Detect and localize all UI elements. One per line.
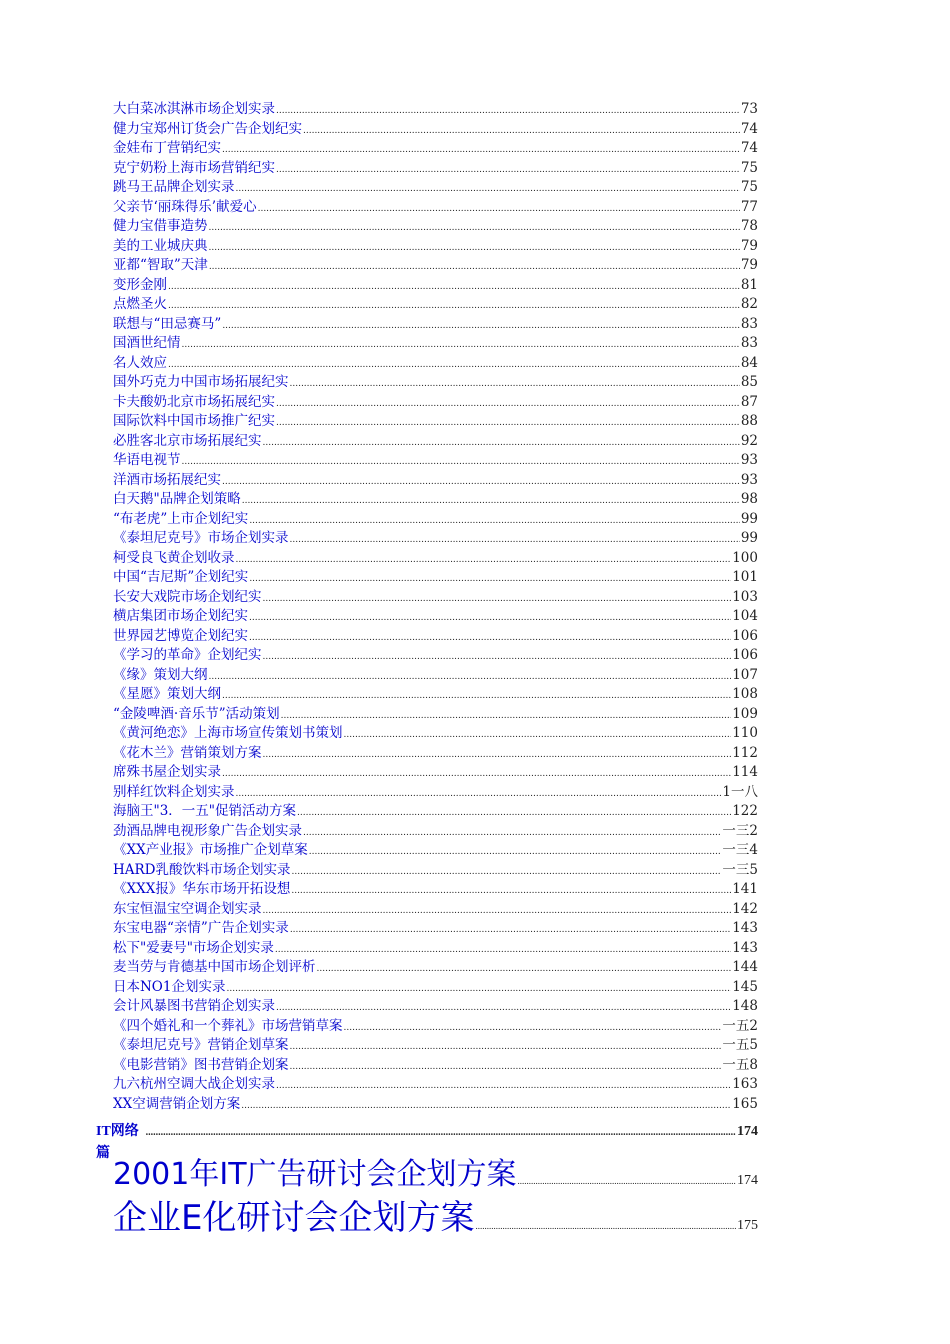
- toc-entry[interactable]: [113, 100, 758, 120]
- dot-leader: [242, 492, 740, 512]
- toc-entry-page: 106: [732, 627, 758, 644]
- toc-entry-title: 《泰坦尼克号》营销企划草案: [113, 1037, 289, 1053]
- toc-entry-page: 143: [732, 920, 758, 936]
- toc-entry-title: 劲酒品牌电视形象广告企划实录: [113, 822, 302, 839]
- dot-leader: [290, 921, 731, 941]
- dot-leader: [222, 687, 731, 707]
- toc-entry[interactable]: [113, 198, 758, 218]
- dot-leader: [281, 707, 732, 727]
- toc-entry-page: 1一八: [722, 783, 758, 800]
- dot-leader: [209, 239, 740, 259]
- toc-list: [113, 100, 758, 1114]
- dot-leader: [290, 1038, 722, 1058]
- dot-leader: [276, 999, 731, 1019]
- toc-entry-page: 一五5: [722, 1037, 758, 1053]
- dot-leader: [303, 824, 721, 844]
- large-entry-title: 2001年IT广告研讨会企划方案: [113, 1157, 517, 1192]
- toc-entry-page: 104: [732, 608, 758, 624]
- toc-entry[interactable]: [113, 139, 758, 159]
- dot-leader: [236, 551, 732, 571]
- toc-entry[interactable]: [113, 256, 758, 276]
- dot-leader: [168, 297, 740, 317]
- large-entry-title: 企业E化研讨会企划方案: [113, 1198, 475, 1238]
- toc-entry[interactable]: [113, 1056, 758, 1076]
- toc-entry[interactable]: [113, 373, 758, 393]
- toc-entry[interactable]: [113, 159, 758, 179]
- toc-entry[interactable]: [113, 841, 758, 861]
- toc-entry-title: 《电影营销》图书营销企划案: [113, 1056, 289, 1073]
- toc-entry-page: 99: [740, 510, 758, 527]
- toc-entry[interactable]: [113, 120, 758, 140]
- toc-entry-title: 金娃布丁营销纪实: [113, 140, 221, 156]
- dot-leader: [317, 960, 732, 980]
- toc-entry-title: 九六杭州空调大战企划实录: [113, 1076, 275, 1092]
- toc-entry-title: 点燃圣火: [113, 296, 167, 312]
- toc-entry-page: 109: [732, 705, 758, 722]
- toc-entry[interactable]: [113, 1095, 758, 1115]
- toc-entry[interactable]: [113, 705, 758, 725]
- dot-leader: [344, 726, 732, 746]
- toc-entry[interactable]: [113, 276, 758, 296]
- toc-entry-page: 87: [740, 393, 758, 410]
- dot-leader: [276, 161, 740, 181]
- toc-entry-page: 165: [732, 1095, 758, 1112]
- toc-entry[interactable]: [113, 178, 758, 198]
- toc-entry-title: 《泰坦尼克号》市场企划实录: [113, 530, 289, 546]
- toc-entry-page: 103: [732, 588, 758, 605]
- toc-entry-title: 白天鹅"品牌企划策略: [113, 491, 241, 507]
- toc-entry[interactable]: [113, 217, 758, 237]
- dot-leader: [309, 843, 722, 863]
- toc-entry[interactable]: [113, 412, 758, 432]
- dot-leader: [276, 1077, 731, 1097]
- toc-entry-title: 必胜客北京市场拓展纪实: [113, 432, 262, 449]
- toc-entry-title: 克宁奶粉上海市场营销纪实: [113, 159, 275, 176]
- toc-entry[interactable]: [113, 1017, 758, 1037]
- toc-entry-page: 一五8: [722, 1056, 758, 1073]
- dot-leader: [258, 200, 740, 220]
- toc-entry[interactable]: [113, 568, 758, 588]
- toc-entry-title: 会计风暴图书营销企划实录: [113, 998, 275, 1014]
- toc-entry-page: 101: [732, 569, 758, 585]
- toc-entry-title: 国酒世纪情: [113, 335, 181, 351]
- toc-entry-title: 日本NO1企划实录: [113, 978, 226, 995]
- toc-entry-page: 141: [732, 881, 758, 897]
- toc-entry-title: 大白菜冰淇淋市场企划实录: [113, 101, 275, 117]
- toc-large-entry[interactable]: [113, 1192, 758, 1244]
- dot-leader: [263, 648, 732, 668]
- toc-entry-title: 中国“吉尼斯”企划纪实: [113, 569, 249, 585]
- toc-entry-title: 长安大戏院市场企划纪实: [113, 588, 262, 605]
- dot-leader: [344, 1019, 722, 1039]
- toc-entry[interactable]: [113, 334, 758, 354]
- toc-entry-title: 健力宝借事造势: [113, 218, 208, 234]
- dot-leader: [209, 668, 732, 688]
- toc-entry-page: 92: [740, 432, 758, 449]
- toc-entry-page: 114: [732, 764, 758, 780]
- dot-leader: [182, 453, 740, 473]
- toc-entry-page: 74: [740, 140, 758, 156]
- toc-entry-page: 85: [740, 374, 758, 390]
- toc-entry-title: 美的工业城庆典: [113, 237, 208, 254]
- toc-entry-page: 84: [740, 354, 758, 371]
- toc-entry[interactable]: [113, 763, 758, 783]
- dot-leader: [249, 512, 740, 532]
- toc-entry-page: 144: [732, 959, 758, 975]
- toc-entry[interactable]: [113, 432, 758, 452]
- toc-entry-title: 东宝电器“亲情”广告企划实录: [113, 920, 289, 936]
- toc-entry-page: 78: [740, 218, 758, 234]
- dot-leader: [276, 395, 740, 415]
- toc-entry-title: 《花木兰》营销策划方案: [113, 744, 262, 761]
- toc-entry-page: 81: [740, 276, 758, 293]
- toc-entry-title: 华语电视节: [113, 452, 181, 468]
- dot-leader: [276, 102, 740, 122]
- toc-entry[interactable]: [113, 724, 758, 744]
- toc-entry[interactable]: [113, 607, 758, 627]
- toc-entry-page: 122: [732, 803, 758, 819]
- toc-entry-page: 一三4: [722, 842, 758, 858]
- large-entry-page: 174: [737, 1173, 758, 1188]
- toc-entry-page: 77: [740, 198, 758, 215]
- toc-entry-page: 74: [740, 120, 758, 137]
- toc-entry-title: 《XX产业报》市场推广企划草案: [113, 842, 308, 858]
- toc-entry-page: 142: [732, 900, 758, 917]
- toc-entry[interactable]: [113, 978, 758, 998]
- toc-entry[interactable]: [113, 880, 758, 900]
- toc-entry-title: 世界园艺博览企划纪实: [113, 627, 248, 644]
- dot-leader: [290, 531, 740, 551]
- dot-leader: [275, 941, 731, 961]
- toc-entry[interactable]: [113, 315, 758, 335]
- toc-entry-page: 143: [732, 939, 758, 956]
- toc-entry-page: 163: [732, 1076, 758, 1092]
- toc-entry-title: 名人效应: [113, 354, 167, 371]
- toc-entry-title: 卡夫酸奶北京市场拓展纪实: [113, 393, 275, 410]
- toc-entry-title: 《四个婚礼和一个葬礼》市场营销草案: [113, 1017, 343, 1034]
- dot-leader: [222, 141, 740, 161]
- toc-entry-page: 75: [740, 179, 758, 195]
- toc-entry[interactable]: [113, 1036, 758, 1056]
- toc-entry[interactable]: [113, 588, 758, 608]
- dot-leader: [290, 1058, 722, 1078]
- toc-entry-page: 108: [732, 686, 758, 702]
- toc-entry[interactable]: [113, 900, 758, 920]
- toc-entry-page: 98: [740, 491, 758, 507]
- dot-leader: [263, 590, 732, 610]
- toc-entry-title: 横店集团市场企划纪实: [113, 608, 248, 624]
- toc-entry[interactable]: [113, 861, 758, 881]
- dot-leader: [168, 278, 740, 298]
- toc-entry[interactable]: [113, 451, 758, 471]
- dot-leader: [226, 980, 731, 1000]
- toc-entry[interactable]: [113, 919, 758, 939]
- toc-entry-title: HARD乳酸饮料市场企划实录: [113, 861, 291, 878]
- toc-entry-title: 麦当劳与肯德基中国市场企划评析: [113, 959, 316, 975]
- toc-entry[interactable]: [113, 627, 758, 647]
- dot-leader: [209, 219, 740, 239]
- toc-entry[interactable]: [113, 295, 758, 315]
- dot-leader: [249, 570, 731, 590]
- toc-entry-page: 110: [732, 725, 758, 741]
- toc-entry[interactable]: [113, 237, 758, 257]
- toc-entry-page: 88: [740, 413, 758, 429]
- dot-leader: [236, 180, 740, 200]
- dot-leader: [303, 122, 740, 142]
- toc-entry-title: 洋酒市场拓展纪实: [113, 471, 221, 488]
- toc-entry-title: 亚都“智取”天津: [113, 257, 208, 273]
- toc-entry-page: 73: [740, 101, 758, 117]
- toc-entry-page: 148: [732, 998, 758, 1014]
- toc-entry[interactable]: [113, 1075, 758, 1095]
- toc-entry-page: 83: [740, 315, 758, 332]
- toc-entry-page: 75: [740, 159, 758, 176]
- toc-entry-page: 100: [732, 549, 758, 566]
- dot-leader: [249, 609, 731, 629]
- dot-leader: [182, 336, 740, 356]
- toc-entry[interactable]: [113, 549, 758, 569]
- section-title: IT网络篇: [96, 1124, 139, 1161]
- dot-leader: [475, 1200, 736, 1252]
- toc-entry-page: 93: [740, 452, 758, 468]
- toc-entry-page: 106: [732, 647, 758, 663]
- toc-entry-title: 《黄河绝恋》上海市场宣传策划书策划: [113, 725, 343, 741]
- toc-entry-page: 107: [732, 666, 758, 683]
- toc-entry-title: 海脑王"3．一五"促销活动方案: [113, 803, 297, 819]
- toc-entry-title: 《缘》策划大纲: [113, 666, 208, 683]
- dot-leader: [292, 863, 722, 883]
- toc-entry-title: “布老虎”上市企划纪实: [113, 510, 249, 527]
- toc-entry-page: 一五2: [722, 1017, 758, 1034]
- toc-entry-title: 健力宝郑州订货会广告企划纪实: [113, 120, 302, 137]
- toc-entry-page: 112: [732, 744, 758, 761]
- dot-leader: [146, 1122, 736, 1144]
- toc-entry-page: 83: [740, 335, 758, 351]
- toc-entry-page: 93: [740, 471, 758, 488]
- toc-entry-title: XX空调营销企划方案: [113, 1095, 241, 1112]
- dot-leader: [290, 375, 740, 395]
- toc-entry-title: 《XXX报》华东市场开拓设想: [113, 881, 291, 897]
- dot-leader: [222, 317, 740, 337]
- dot-leader: [241, 1097, 731, 1117]
- toc-entry-title: 松下"爱妻号"市场企划实录: [113, 939, 274, 956]
- toc-entry-page: 79: [740, 237, 758, 254]
- dot-leader: [263, 434, 740, 454]
- toc-entry-page: 145: [732, 978, 758, 995]
- toc-entry-title: 联想与“田忌赛马”: [113, 315, 222, 332]
- toc-entry-title: “金陵啤酒·音乐节”活动策划: [113, 705, 280, 722]
- toc-entry-title: 跳马王品牌企划实录: [113, 179, 235, 195]
- toc-entry-page: 一三2: [722, 822, 758, 839]
- toc-entry-page: 79: [740, 257, 758, 273]
- toc-entry-title: 国外巧克力中国市场拓展纪实: [113, 374, 289, 390]
- toc-entry-title: 变形金刚: [113, 276, 167, 293]
- toc-entry-page: 82: [740, 296, 758, 312]
- dot-leader: [209, 258, 740, 278]
- toc-entry[interactable]: [113, 354, 758, 374]
- toc-entry[interactable]: [113, 393, 758, 413]
- toc-entry[interactable]: [113, 939, 758, 959]
- section-page: 174: [737, 1124, 758, 1139]
- toc-entry-title: 国际饮料中国市场推广纪实: [113, 413, 275, 429]
- dot-leader: [236, 785, 722, 805]
- large-entry-page: 175: [737, 1218, 758, 1233]
- toc-section-heading[interactable]: [96, 1121, 758, 1161]
- toc-entry[interactable]: [113, 490, 758, 510]
- toc-entry[interactable]: [113, 744, 758, 764]
- dot-leader: [249, 629, 731, 649]
- dot-leader: [297, 804, 731, 824]
- toc-entry-title: 别样红饮料企划实录: [113, 783, 235, 800]
- dot-leader: [263, 902, 732, 922]
- toc-entry[interactable]: [113, 471, 758, 491]
- toc-entry[interactable]: [113, 997, 758, 1017]
- dot-leader: [263, 746, 732, 766]
- toc-entry[interactable]: [113, 783, 758, 803]
- toc-entry-page: 99: [740, 530, 758, 546]
- toc-entry-title: 席殊书屋企划实录: [113, 764, 221, 780]
- toc-entry[interactable]: [113, 666, 758, 686]
- toc-entry-title: 《学习的革命》企划纪实: [113, 647, 262, 663]
- toc-entry[interactable]: [113, 510, 758, 530]
- toc-entry-page: 一三5: [722, 861, 758, 878]
- toc-entry[interactable]: [113, 822, 758, 842]
- dot-leader: [291, 882, 731, 902]
- toc-entry-title: 东宝恒温宝空调企划实录: [113, 900, 262, 917]
- toc-entry-title: 柯受良飞黄企划收录: [113, 549, 235, 566]
- toc-entry[interactable]: [113, 958, 758, 978]
- toc-entry-title: 《星愿》策划大纲: [113, 686, 221, 702]
- toc-entry[interactable]: [113, 646, 758, 666]
- dot-leader: [276, 414, 740, 434]
- toc-entry[interactable]: [113, 529, 758, 549]
- dot-leader: [222, 765, 731, 785]
- toc-entry[interactable]: [113, 685, 758, 705]
- toc-entry-title: 父亲节‘丽珠得乐’献爱心: [113, 198, 257, 215]
- toc-entry[interactable]: [113, 802, 758, 822]
- dot-leader: [222, 473, 740, 493]
